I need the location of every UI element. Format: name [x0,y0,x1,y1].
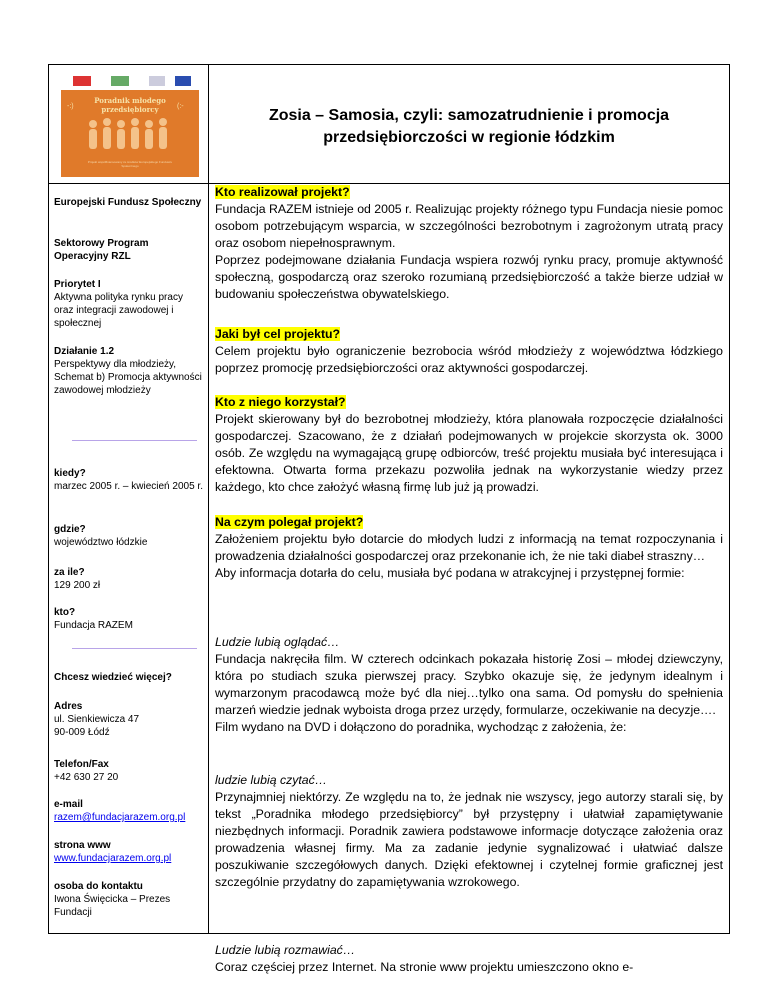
section-text: Projekt skierowany był do bezrobotnej młodzieży, która planowała rozpoczęcie działalności gospodarczej. Szacowano, że z działań podejmowanych w projekcie skorzysta ok. 3000 osób. Ze względu na wymagającą grupę odbiorców, treść projektu musiała być interesująca i efektowna. Otwarta forma przekazu pozwoliła jednak na wykorzystanie wiedzy przez każdego, kto chce założyć własną firmę lub już ją prowadzi. [215,412,723,494]
cover-fine-print: Projekt współfinansowany ze środków Europejskiego Funduszu Społecznego [87,160,173,168]
where-label: gdzie? [54,524,86,535]
section-who-implemented [215,184,723,303]
page-title: Zosia – Samosia, czyli: samozatrudnienie i promocja przedsiębiorczości w regionie łódzkim [268,107,670,146]
address-line2: 90-009 Łódź [54,727,110,738]
section-text: Przynajmniej niektórzy. Ze względu na to, że jednak nie wszyscy, jego autorzy starali się, by tekst „Poradnika młodego przedsiębiorcy” był przystępny i ułatwiał zapamiętywanie niezbędnych informacji. Poradnik zawiera podstawowe informacje dotyczące założenia oraz prowadzenia własnej firmy. Ma za zadanie jedynie sygnalizować i ułatwiać dalsze poszukiwanie szczegółowych danych. Dzięki efektownej i czytelnej formie graficznej jest szczególnie przydatny do zapamiętywania wzrokowego. [215,790,723,889]
who-label: kto? [54,607,76,618]
sidebar-rule [72,648,197,649]
priority-label: Priorytet I [54,279,101,290]
sidebar-where [54,523,204,549]
sidebar-fund: Europejski Fundusz Społeczny [54,197,202,208]
section-text: Aby informacja dotarła do celu, musiała być podana w atrakcyjnej i przystępnej formie: [215,566,685,580]
email-label: e-mail [54,799,83,810]
cost-text: 129 200 zł [54,580,101,591]
cover-image [61,73,199,177]
when-text: marzec 2005 r. – kwiecień 2005 r. [54,481,203,492]
sidebar-email [54,798,204,824]
section-talk [215,942,723,976]
section-text: Poprzez podejmowane działania Fundacja wspiera rozwój rynku pracy, promuje aktywność społeczną, gospodarczą oraz szeroko rozumianą przedsiębiorczość a także bierze udział w budowaniu społeczeństwa obywatelskiego. [215,253,723,301]
address-label: Adres [54,701,83,712]
phone-text: +42 630 27 20 [54,772,119,783]
sidebar-address [54,700,204,739]
section-heading: Jaki był cel projektu? [215,327,341,341]
www-label: strona www [54,840,111,851]
section-text: Fundacja RAZEM istnieje od 2005 r. Realizując projekty różnego typu Fundacja niesie pomoc osobom potrzebującym wsparcia, w szczególności bezrobotnym i zagrożonym utratą pracy oraz osobom niepełnosprawnym. [215,202,723,250]
cover-side-left: -:) [67,103,74,110]
sidebar-rule [72,440,197,441]
section-watch [215,634,723,736]
cover-orange-panel [61,90,199,177]
when-label: kiedy? [54,468,86,479]
cover-title: Poradnik młodego przedsiębiorcy [94,96,166,114]
action-label: Działanie 1.2 [54,346,115,357]
address-line1: ul. Sienkiewicza 47 [54,714,140,725]
sidebar-phone [54,758,204,784]
section-goal [215,326,723,377]
document-table [48,64,730,974]
section-heading: Kto realizował projekt? [215,185,350,199]
priority-text: Aktywna polityka rynku pracy oraz integracji zawodowej i społecznej [54,292,183,329]
contact-text: Iwona Święcicka – Prezes Fundacji [54,894,171,918]
eu-flag-logo [175,76,191,86]
crowd-illustration [85,116,175,156]
efs-logo [149,76,165,86]
action-text: Perspektywy dla młodzieży, Schemat b) Promocja aktywności zawodowej młodzieży [54,359,202,396]
section-read [215,772,723,891]
section-beneficiaries [215,394,723,496]
section-text: Celem projektu było ograniczenie bezrobocia wśród młodzieży z województwa łódzkiego poprzez promocję przedsiębiorczości oraz aktywności gospodarczej. [215,344,723,375]
sidebar-when [54,467,204,493]
partner-logo [111,76,129,86]
contact-label: osoba do kontaktu [54,881,143,892]
sidebar-who [54,606,204,632]
section-project [215,514,723,582]
section-subheading: Ludzie lubią oglądać… [215,635,340,649]
section-text: Założeniem projektu było dotarcie do młodych ludzi z informacją na temat rozpoczynania i prowadzenia działalności gospodarczej oraz przekonanie ich, że nie taki diabeł straszny… [215,532,723,563]
section-heading: Kto z niego korzystał? [215,395,346,409]
section-subheading: Ludzie lubią rozmawiać… [215,943,356,957]
email-link[interactable]: razem@fundacjarazem.org.pl [54,812,186,823]
www-link[interactable]: www.fundacjarazem.org.pl [54,853,172,864]
phone-label: Telefon/Fax [54,759,109,770]
who-text: Fundacja RAZEM [54,620,133,631]
cover-side-right: (:- [177,103,184,110]
sidebar-more: Chcesz wiedzieć więcej? [54,672,172,683]
logo-strip [61,73,199,89]
section-text: Fundacja nakręciła film. W czterech odcinkach pokazała historię Zosi – młodej dziewczyny, która po studiach szuka pierwszej pracy. Szybko okazuje się, że jedynym idealnym i wymarzonym pracodawcą może być dla niej…tylko ona sama. Od pomysłu do spełnienia marzeń wiedzie jednak wyboista droga przez urzędy, formularze, oczekiwanie na decyzje…. [215,652,723,717]
where-text: województwo łódzkie [54,537,148,548]
cost-label: za ile? [54,567,85,578]
section-heading: Na czym polegał projekt? [215,515,364,529]
section-subheading: ludzie lubią czytać… [215,773,328,787]
sidebar-program: Sektorowy Program Operacyjny RZL [54,238,149,262]
sidebar-contact [54,880,204,919]
sidebar-www [54,839,204,865]
razem-logo [73,76,91,86]
sidebar-cost [54,566,204,592]
section-text: Film wydano na DVD i dołączono do poradnika, wychodząc z założenia, że: [215,720,627,734]
column-divider [208,65,209,933]
sidebar-priority [54,278,204,330]
section-text: Coraz częściej przez Internet. Na stronie www projektu umieszczono okno e- [215,960,634,974]
sidebar-action [54,345,204,397]
